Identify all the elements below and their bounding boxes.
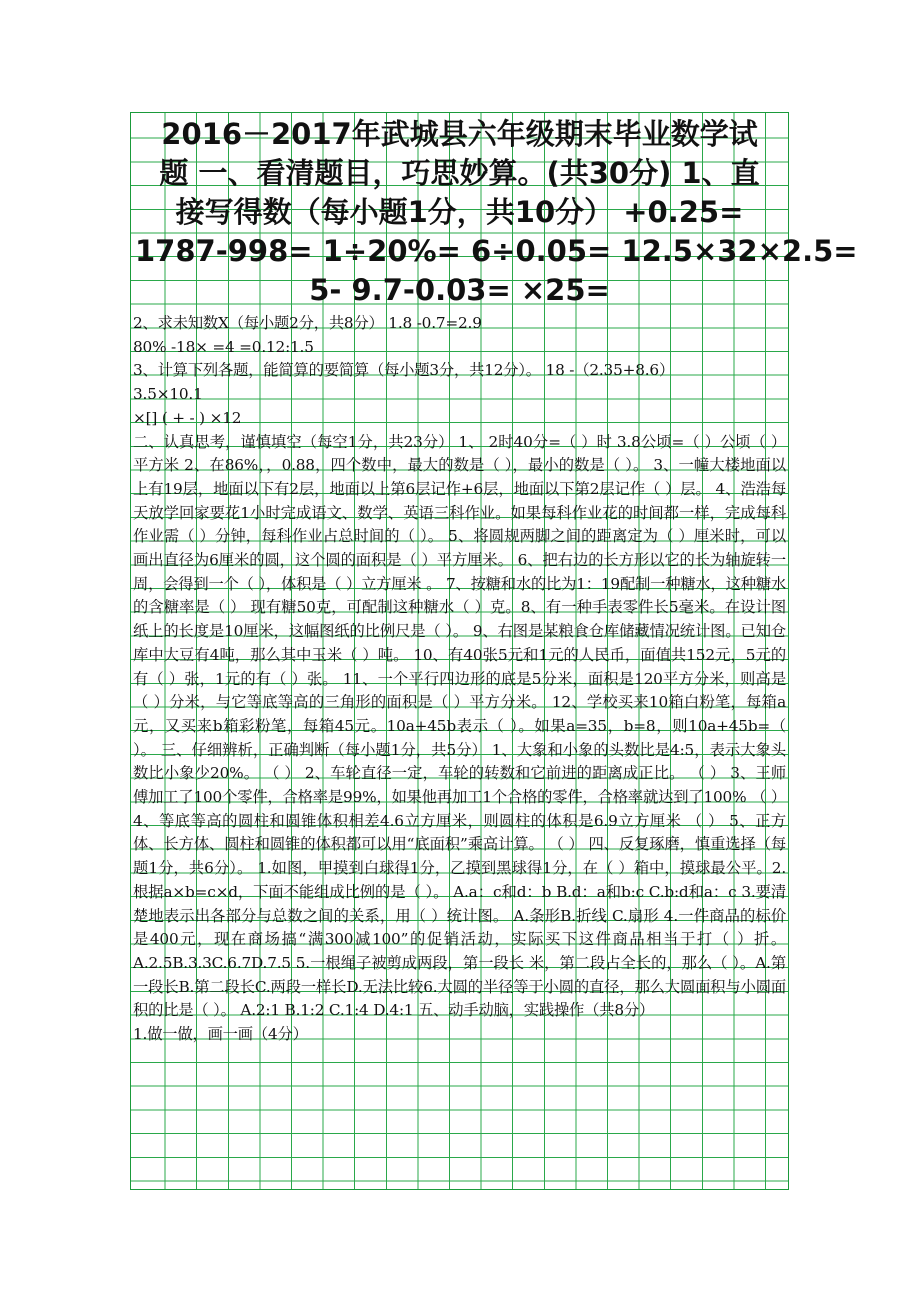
title-line: 2016－2017年武城县六年级期末毕业数学试 <box>161 117 758 151</box>
title-line: 1787-998= 1÷20%= 6÷0.05= 12.5×32×2.5= <box>135 234 858 268</box>
questions-paragraph: 二、认真思考，谨慎填空（每空1分，共23分） 1、 2时40分=（ ）时 3.8公顷=（ ）公顷（ ）平方米 2、在86%，，0.88，四个数中，最大的数是（ ），最小的数是（ ）。 3、一幢大楼地面以上有19层，地面以下有2层，地面以上第6层记作+6层，地面以下第2层记作（ ）层。 4、浩浩每天放学回家要花1小时完成语文、数学、英语三科作业。如果每科作业花的时间都一样，完成每科作业需（ ）分钟，每科作业占总时间的（ ）。 5、将圆规两脚之间的距离定为（ ）厘米时，可以画出直径为6厘米的圆，这个圆的面积是（ ）平方厘米。 6、把右边的长方形以它的长为轴旋转一周，会得到一个（ ），体积是（ ）立方厘米 。 7、按糖和水的比为1：19配制一种糖水，这种糖水的含糖率是（ ） 现有糖50克，可配制这种糖水（ ）克。8、有一种手表零件长5毫米。在设计图纸上的长度是10厘米，这幅图纸的比例尺是（ ）。 9、右图是某粮食仓库储藏情况统计图。已知仓库中大豆有4吨，那么其中玉米（ ）吨。 10、有40张5元和1元的人民币，面值共152元，5元的有（ ）张，1元的有（ ）张。 11、一个平行四边形的底是5分米，面积是120平方分米，则高是（ ）分米，与它等底等高的三角形的面积是（ ）平方分米。 12、学校买来10箱白粉笔，每箱a元，又买来b箱彩粉笔，每箱45元。10a+45b表示（ ）。如果a=35，b=8，则10a+45b=（ ）。 三、仔细辨析，正确判断（每小题1分，共5分） 1、大象和小象的头数比是4:5，表示大象头数比小象少20%。 （ ） 2、车轮直径一定，车轮的转数和它前进的距离成正比。 （ ） 3、王师傅加工了100个零件，合格率是99%，如果他再加工1个合格的零件，合格率就达到了100% （ ）4、等底等高的圆柱和圆锥体积相差4.6立方厘米，则圆柱的体积是6.9立方厘米 （ ） 5、正方体、长方体、圆柱和圆锥的体积都可以用“底面积”乘高计算。 （ ） 四、反复琢磨，慎重选择（每题1分，共6分）。 1.如图，甲摸到白球得1分，乙摸到黑球得1分，在（ ）箱中，摸球最公平。2.根据a×b=c×d，下面不能组成比例的是（ ）。 A.a：c和d：b B.d：a和b:c C.b:d和a：c 3.要清楚地表示出各部分与总数之间的关系，用（ ）统计图。 A.条形B.折线 C.扇形 4.一件商品的标价是400元，现在商场搞“满300减100”的促销活动，实际买下这件商品相当于打（ ）折。A.2.5B.3.3C.6.7D.7.5 5.一根绳子被剪成两段，第一段长 米，第二段占全长的，那么（ ）。A.第一段长B.第二段长C.两段一样长D.无法比较6.大圆的半径等于小圆的直径，那么大圆面积与小圆面积的比是（ ）。 A.2:1 B.1:2 C.1:4 D.4:1 五、动手动脑，实践操作（共8分） <box>133 432 786 1020</box>
title-line: 5- 9.7-0.03= ×25= <box>309 273 610 307</box>
body-line: 1.做一做，画一画（4分） <box>133 1025 308 1044</box>
title-line: 接写得数（每小题1分，共10分） +0.25= <box>175 195 744 229</box>
title-line: 题 一、看清题目，巧思妙算。(共30分) 1、直 <box>159 156 760 190</box>
body-line: 3、计算下列各题，能简算的要简算（每小题3分，共12分）。 18 -（2.35+8.6） <box>133 361 675 380</box>
body-line: 2、求未知数X（每小题2分，共8分） 1.8 -0.7=2.9 <box>133 314 482 332</box>
exam-title <box>131 115 858 310</box>
body-line: 3.5×10.1 <box>133 385 203 404</box>
exam-paper <box>130 112 858 1190</box>
body-line: ×[] ( + - ) ×12 <box>133 408 242 427</box>
exam-body <box>131 312 788 1047</box>
body-line: 80% -18× =4 =0.12:1.5 <box>133 337 314 356</box>
